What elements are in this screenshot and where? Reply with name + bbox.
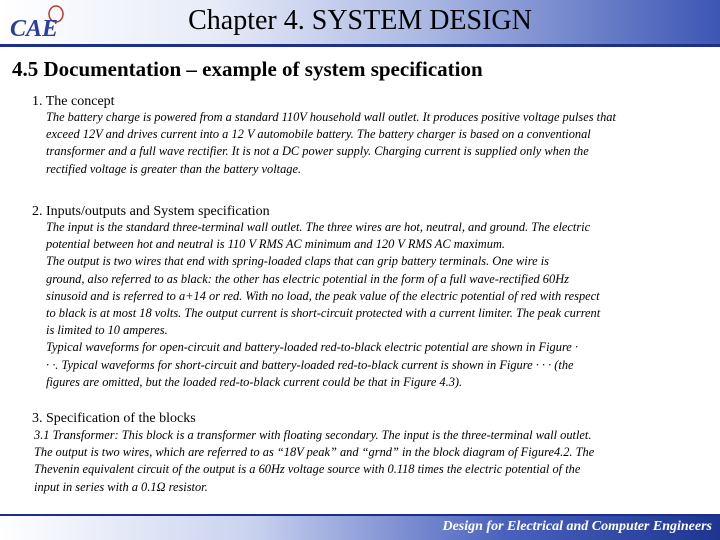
section-title-blocks: 3. Specification of the blocks [32,411,196,426]
section-title-io: 2. Inputs/outputs and System specification [32,204,270,219]
page-title: Chapter 4. SYSTEM DESIGN [188,5,532,36]
title-underline [0,44,720,47]
paragraph-io: The input is the standard three-terminal wall outlet. The three wires are hot, neutral, and ground. The electric potential between hot and neutral is 110 V RMS AC minimum and 120 V RMS AC maximum. The output is two wires that end with spring-loaded claps that can grip battery terminals. One wire is ground, also referred to as black: the other has electric potential in the form of a full wave-rectified 60Hz sinusoid and is referred to a+14 or red. With no load, the peak value of the electric potential of red with respect to black is at most 18 volts. The output current is short-circuit protected with a current limiter. The peak current is limited to 10 amperes. Typical waveforms for open-circuit and battery-loaded red-to-black electric potential are shown in Figure · · ·. Typical waveforms for short-circuit and battery-loaded red-to-black current is shown in Figure · · · (the figures are omitted, but the loaded red-to-black current could be that in Figure 4.3). [46,220,601,389]
logo-text: CAE [10,16,59,42]
footer-text: Design for Electrical and Computer Engineers [442,519,712,534]
section-title-concept: 1. The concept [32,94,115,109]
section-heading: 4.5 Documentation – example of system specification [12,57,483,81]
paragraph-concept: The battery charge is powered from a standard 110V household wall outlet. It produces positive voltage pulses that exceed 12V and drives current into a 12 V automobile battery. The battery charger is based on a conventional transformer and a full wave rectifier. It is not a DC power supply. Charging current is supplied only when the rectified voltage is greater than the battery voltage. [46,110,616,176]
paragraph-blocks: 3.1 Transformer: This block is a transformer with floating secondary. The input is the three-terminal wall outlet. The output is two wires, which are referred to as “18V peak” and “grnd” in the block diagram of Figure4.2. The Thevenin equivalent circuit of the output is a 60Hz voltage source with 0.118 times the electric potential of the input in series with a 0.1Ω resistor. [34,428,595,494]
